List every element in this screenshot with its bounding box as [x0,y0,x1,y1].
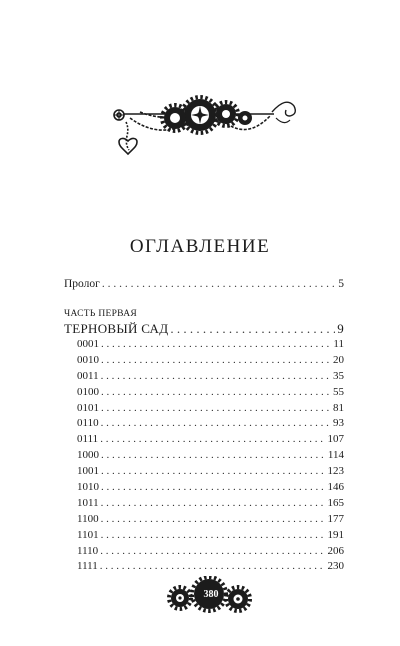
leader-dots [101,417,331,429]
leader-dots [101,354,331,366]
leader-dots [101,386,331,398]
part-label: ЧАСТЬ ПЕРВАЯ [64,309,138,319]
chapter-page: 93 [333,417,344,430]
toc-entry-page: 5 [338,278,344,290]
toc-entry-part[interactable] [64,321,344,337]
toc-entry-chapter[interactable] [64,370,344,386]
leader-dots [100,433,325,445]
chapter-page: 35 [333,369,344,382]
toc-entry-chapter[interactable] [64,513,344,529]
toc-entry-label: Пролог [64,278,100,290]
chapter-page: 81 [333,401,344,414]
part-title: ТЕРНОВЫЙ САД [64,321,169,336]
chapter-page: 177 [327,512,344,525]
leader-dots [101,513,326,525]
steampunk-gear-chain-icon [100,88,300,172]
toc-entry-chapter[interactable] [64,402,344,418]
toc-entry-chapter[interactable] [64,386,344,402]
toc-entry-chapter[interactable] [64,417,344,433]
chapter-label: 0101 [77,401,99,414]
chapter-page: 230 [327,560,344,573]
chapter-page: 55 [333,385,344,398]
chapter-page: 20 [333,353,344,366]
leader-dots [100,545,325,557]
toc-entry-chapter[interactable] [64,354,344,370]
toc-entry-chapter[interactable] [64,433,344,449]
toc-entry-chapter[interactable] [64,545,344,561]
chapter-page: 206 [327,544,344,557]
chapter-list [64,338,344,576]
chapter-page: 146 [327,481,344,494]
chapter-page: 123 [327,465,344,478]
leader-dots [101,529,326,541]
leader-dots [101,497,326,509]
leader-dots [170,321,335,337]
chapter-label: 0001 [77,338,99,350]
toc-entry-chapter[interactable] [64,338,344,354]
chapter-page: 191 [327,528,344,541]
leader-dots [102,278,336,290]
chapter-page: 165 [327,496,344,509]
leader-dots [101,338,331,350]
page-number: 380 [203,589,219,600]
chapter-label: 1010 [77,481,99,494]
toc-entry-chapter[interactable] [64,529,344,545]
toc-entry-chapter[interactable] [64,481,344,497]
toc-entry-prolog[interactable] [64,278,344,290]
chapter-label: 0110 [77,417,99,430]
chapter-page: 11 [333,338,344,350]
toc-entry-page: 9 [337,321,344,336]
toc-entry-chapter[interactable] [64,449,344,465]
chapter-label: 1001 [77,465,99,478]
chapter-label: 1101 [77,528,99,541]
chapter-label: 1100 [77,512,99,525]
page-title: ОГЛАВЛЕНИЕ [129,236,271,257]
leader-dots [101,449,326,461]
chapter-label: 1111 [77,560,98,573]
chapter-label: 1110 [77,544,99,557]
chapter-page: 107 [327,433,344,446]
leader-dots [101,370,331,382]
chapter-label: 0010 [77,353,99,366]
leader-dots [101,402,331,414]
chapter-label: 0111 [77,433,99,446]
chapter-label: 1000 [77,449,99,462]
chapter-page: 114 [327,449,344,462]
chapter-label: 1011 [77,496,99,509]
leader-dots [101,465,326,477]
chapter-label: 0100 [77,385,99,398]
leader-dots [101,481,326,493]
toc-entry-chapter[interactable] [64,560,344,576]
leader-dots [100,560,326,572]
toc-entry-chapter[interactable] [64,465,344,481]
toc-entry-chapter[interactable] [64,497,344,513]
chapter-label: 0011 [77,369,99,382]
